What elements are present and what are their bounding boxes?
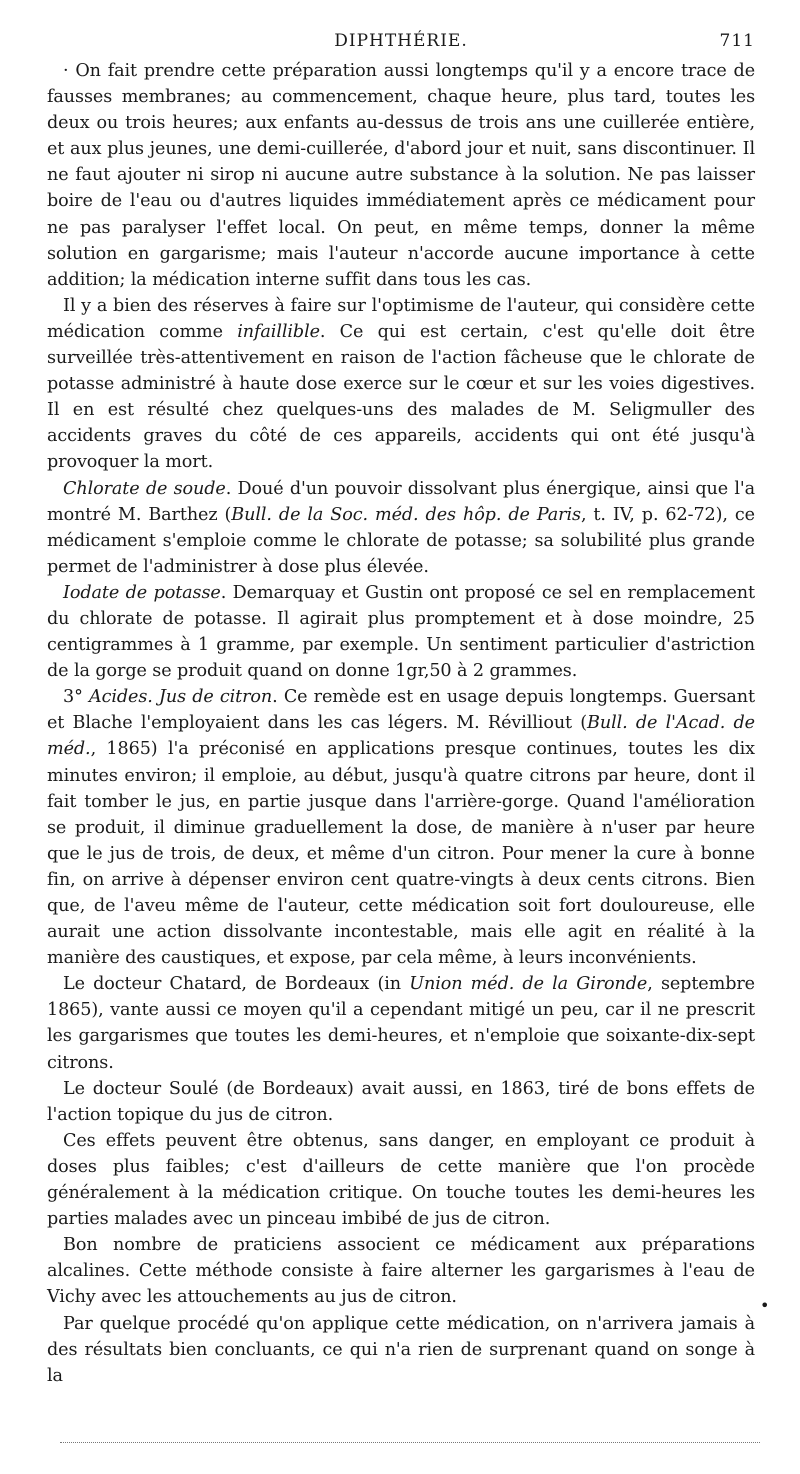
text-run: . Demarquay et Gustin ont proposé ce sel en remplacement du chlorate de potasse. Il agirait plus promptement et à dose moindre, 25 centigrammes à 1 gramme, par exemple. Un sentiment particulier d'astriction de la gorge se produit quand on donne 1gr,50 à 2 grammes. bbox=[47, 582, 755, 682]
text-run: . Doué d'un pouvoir dissolvant plus énergique, ainsi que l'a montré M. Barthez ( bbox=[47, 478, 755, 525]
italic-text: Iodate de potasse bbox=[63, 582, 221, 603]
body-text bbox=[47, 58, 755, 1389]
paragraph bbox=[47, 476, 755, 580]
text-run: Le docteur Soulé (de Bordeaux) avait aussi, en 1863, tiré de bons effets de l'action topique du jus de citron. bbox=[47, 1078, 755, 1125]
book-page bbox=[47, 26, 755, 1389]
italic-text: Bull. de l'Acad. de méd. bbox=[47, 713, 755, 760]
paragraph bbox=[47, 684, 755, 971]
running-title: DIPHTHÉRIE. bbox=[334, 31, 468, 51]
italic-text: Acides. Jus de citron bbox=[88, 687, 273, 708]
paragraph bbox=[47, 293, 755, 476]
text-run: Ces effets peuvent être obtenus, sans danger, en employant ce produit à doses plus faibles; c'est d'ailleurs de cette manière que l'on procède généralement à la médication critique. On touche toutes les demi-heures les parties malades avec un pinceau imbibé de jus de citron. bbox=[47, 1130, 755, 1230]
text-run: , septembre 1865), vante aussi ce moyen qu'il a cependant mitigé un peu, car il ne prescrit les gargarismes que toutes les demi-heures, et n'emploie que soixante-dix-sept citrons. bbox=[47, 974, 755, 1073]
text-run: 3° bbox=[63, 687, 89, 708]
text-run: Par quelque procédé qu'on applique cette médication, on n'arrivera jamais à des résultats bien concluants, ce qui n'a rien de surprenant quand on songe à la bbox=[47, 1313, 755, 1386]
text-run: Il y a bien des réserves à faire sur l'optimisme de l'auteur, qui considère cette médication comme bbox=[47, 295, 755, 342]
paragraph bbox=[47, 1128, 755, 1232]
bottom-rule bbox=[60, 1442, 760, 1443]
text-run: . Ce remède est en usage depuis longtemps. Guersant et Blache l'employaient dans les cas légers. M. Révilliout ( bbox=[47, 687, 755, 734]
italic-text: Chlorate de soude bbox=[63, 478, 226, 499]
running-head bbox=[47, 26, 755, 58]
italic-text: Bull. de la Soc. méd. des hôp. de Paris bbox=[231, 504, 581, 525]
paragraph bbox=[47, 1232, 755, 1310]
italic-text: infaillible bbox=[237, 321, 320, 342]
paragraph bbox=[47, 58, 755, 293]
text-run: Bon nombre de praticiens associent ce médicament aux préparations alcalines. Cette méthode consiste à faire alterner les gargarismes à l'eau de Vichy avec les attouchements au jus de citron. bbox=[47, 1235, 755, 1308]
margin-mark: • bbox=[760, 1296, 770, 1315]
paragraph bbox=[47, 1311, 755, 1389]
text-run: · On fait prendre cette préparation aussi longtemps qu'il y a encore trace de fausses membranes; au commencement, chaque heure, plus tard, toutes les deux ou trois heures; aux enfants au-dessus de trois ans une cuillerée entière, et aux plus jeunes, une demi-cuillerée, d'abord jour et nuit, sans discontinuer. Il ne faut ajouter ni sirop ni aucune autre substance à la solution. Ne pas laisser boire de l'eau ou d'autres liquides immédiatement après ce médicament pour ne pas paralyser l'effet local. On peut, en même temps, donner la même solution en gargarisme; mais l'auteur n'accorde aucune importance à cette addition; la médication interne suffit dans tous les cas. bbox=[47, 61, 755, 290]
italic-text: Union méd. de la Gironde bbox=[409, 974, 648, 995]
text-run: . Ce qui est certain, c'est qu'elle doit être surveillée très-attentivement en raison de l'action fâcheuse que le chlorate de potasse administré à haute dose exerce sur le cœur et sur les voies digestives. Il en est résulté chez quelques-uns des malades de M. Seligmuller des accidents graves du côté de ces appareils, accidents qui ont été jusqu'à provoquer la mort. bbox=[47, 321, 755, 473]
text-run: Le docteur Chatard, de Bordeaux (in bbox=[63, 974, 410, 995]
text-run: , t. IV, p. 62-72), ce médicament s'emploie comme le chlorate de potasse; sa solubilité plus grande permet de l'administrer à dose plus élevée. bbox=[47, 504, 755, 577]
paragraph bbox=[47, 1076, 755, 1128]
paragraph bbox=[47, 580, 755, 684]
text-run: , 1865) l'a préconisé en applications presque continues, toutes les dix minutes environ; il emploie, au début, jusqu'à quatre citrons par heure, dont il fait tomber le jus, en partie jusque dans l'arrière-gorge. Quand l'amélioration se produit, il diminue graduellement la dose, de manière à n'user par heure que le jus de trois, de deux, et même d'un citron. Pour mener la cure à bonne fin, on arrive à dépenser environ cent quatre-vingts à deux cents citrons. Bien que, de l'aveu même de l'auteur, cette médication soit fort douloureuse, elle aurait une action dissolvante incontestable, mais elle agit en réalité à la manière des caustiques, et expose, par cela même, à leurs inconvénients. bbox=[47, 739, 755, 969]
page-number: 711 bbox=[719, 31, 755, 51]
paragraph bbox=[47, 971, 755, 1075]
